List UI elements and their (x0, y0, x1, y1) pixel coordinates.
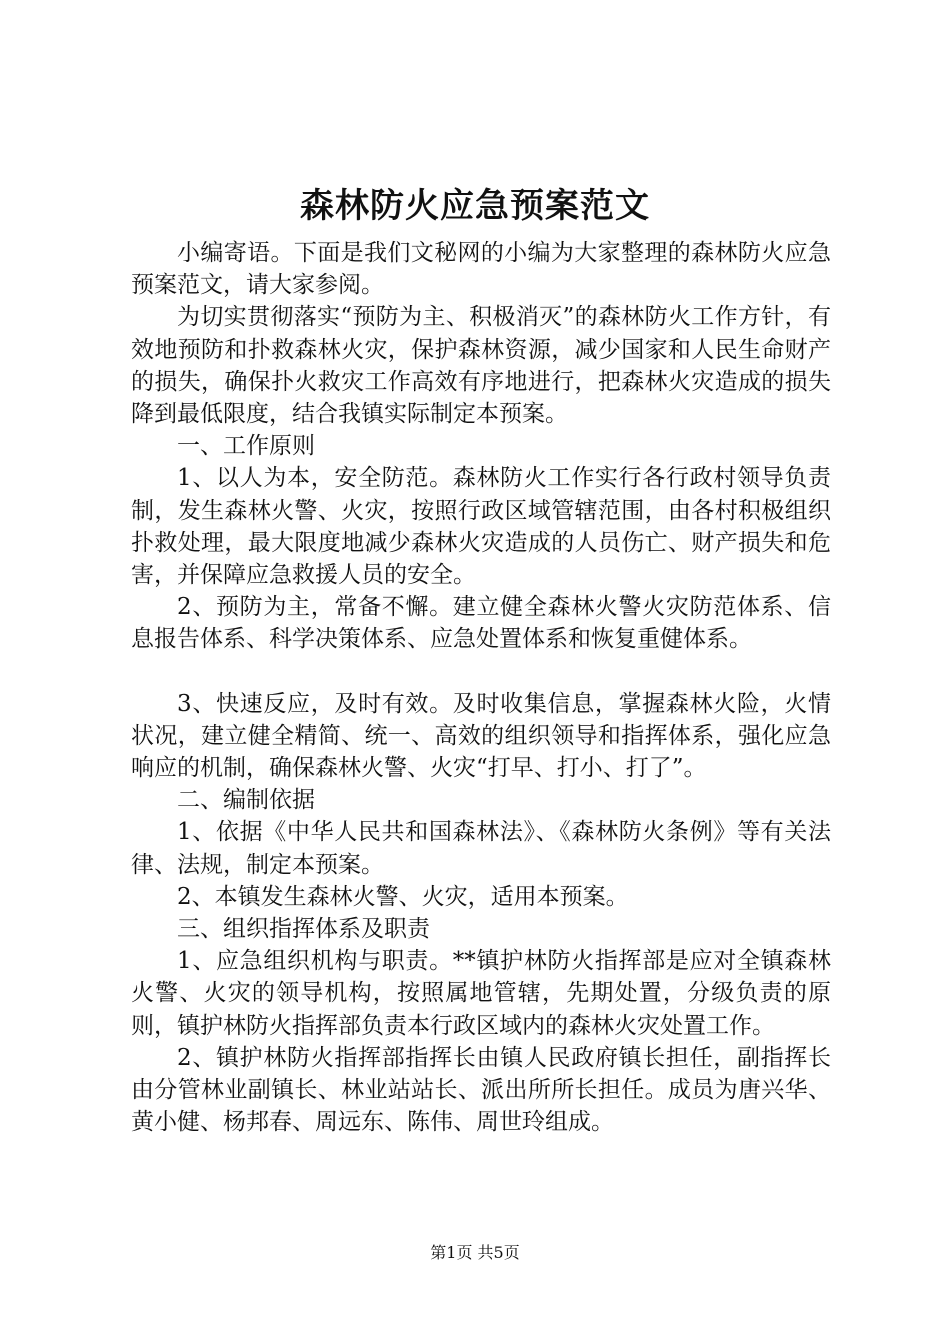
section-heading-principles: 一、工作原则 (177, 433, 315, 460)
paragraph-basis-2: 2、本镇发生森林火警、火灾，适用本预案。 (177, 883, 629, 910)
paragraph-basis-1: 1、依据《中华人民共和国森林法》、《森林防火条例》等有关法律、法规，制定本预案。 (131, 819, 831, 878)
document-body (131, 237, 831, 1138)
paragraph-purpose: 为切实贯彻落实“预防为主、积极消灭”的森林防火工作方针，有效地预防和扑救森林火灾，保护森林资源，减少国家和人民生命财产的损失，确保扑火救灾工作高效有序地进行，把森林火灾造成的损失降到最低限度，结合我镇实际制定本预案。 (131, 304, 831, 428)
document-title: 森林防火应急预案范文 (300, 186, 650, 226)
paragraph-organization-1: 1、应急组织机构与职责。**镇护林防火指挥部是应对全镇森林火警、火灾的领导机构，按照属地管辖，先期处置，分级负责的原则，镇护林防火指挥部负责本行政区域内的森林火灾处置工作。 (131, 948, 831, 1039)
paragraph-organization-2: 2、镇护林防火指挥部指挥长由镇人民政府镇长担任，副指挥长由分管林业副镇长、林业站站长、派出所所长担任。成员为唐兴华、黄小健、杨邦春、周远东、陈伟、周世玲组成。 (131, 1044, 831, 1136)
section-heading-basis: 二、编制依据 (177, 787, 315, 814)
paragraph-principle-2: 2、预防为主，常备不懈。建立健全森林火警火灾防范体系、信息报告体系、科学决策体系、应急处置体系和恢复重健体系。 (131, 594, 831, 653)
paragraph-intro: 小编寄语。下面是我们文秘网的小编为大家整理的森林防火应急预案范文，请大家参阅。 (131, 240, 831, 299)
paragraph-principle-1: 1、以人为本，安全防范。森林防火工作实行各行政村领导负责制，发生森林火警、火灾，按照行政区域管辖范围，由各村积极组织扑救处理，最大限度地减少森林火灾造成的人员伤亡、财产损失和危害，并保障应急救援人员的安全。 (131, 465, 831, 589)
page-indicator: 第1页 共5页 (430, 1243, 520, 1262)
paragraph-principle-3: 3、快速反应，及时有效。及时收集信息，掌握森林火险，火情状况，建立健全精简、统一、高效的组织领导和指挥体系，强化应急响应的机制，确保森林火警、火灾“打早、打小、打了”。 (131, 690, 831, 782)
section-heading-organization: 三、组织指挥体系及职责 (177, 916, 430, 943)
